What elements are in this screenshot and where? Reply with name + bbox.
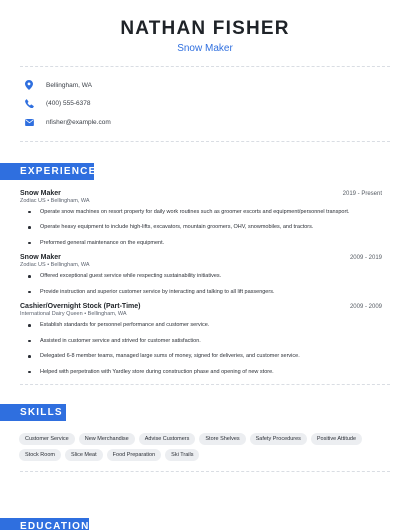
- contact-phone: [22, 95, 410, 114]
- phone-text: (400) 555-6378: [46, 100, 91, 108]
- email-text[interactable]: nfisher@example.com: [46, 118, 111, 126]
- job-entry: [0, 254, 410, 296]
- bullet-item: Assisted in customer service and strived for customer satisfaction.: [28, 338, 382, 345]
- job-entry: [0, 190, 410, 247]
- contact-email: [22, 113, 410, 132]
- job-bullets: [20, 273, 382, 296]
- bullet-item: Operate snow machines on resort property for daily work routines such as groomer escorts and equipment/personnel transport.: [28, 209, 382, 216]
- candidate-title: Snow Maker: [177, 43, 233, 54]
- skill-chip: Ski Trails: [165, 449, 199, 461]
- job-entry: [0, 303, 410, 376]
- skill-chip: New Merchandise: [79, 433, 135, 445]
- skill-chip: Positive Attitude: [311, 433, 362, 445]
- skill-chip: Safety Procedures: [250, 433, 307, 445]
- job-bullets: [20, 209, 382, 247]
- job-title: Snow Maker: [20, 254, 61, 261]
- experience-heading: EXPERIENCE: [0, 163, 94, 180]
- job-dates: 2009 - 2009: [349, 304, 382, 310]
- bullet-item: Delegated 6-8 member teams, managed large sums of money, signed for deliveries, and customer service.: [28, 353, 382, 360]
- skills-section: [0, 402, 410, 461]
- skill-chip: Food Preparation: [107, 449, 162, 461]
- phone-icon: [22, 97, 36, 111]
- job-company: International Dairy Queen • Bellingham, WA: [20, 311, 127, 317]
- job-dates: 2009 - 2019: [349, 255, 382, 261]
- job-company: Zodiac US • Bellingham, WA: [20, 197, 90, 204]
- job-title: Cashier/Overnight Stock (Part-Time): [20, 303, 141, 310]
- skills-heading: SKILLS: [0, 404, 66, 421]
- location-text: Bellingham, WA: [46, 81, 92, 89]
- location-pin-icon: [22, 78, 36, 92]
- bullet-item: Operate heavy equipment to include high-lifts, excavators, mountain groomers, OHV, snowmobiles, and tractors.: [28, 224, 382, 231]
- skill-chip: Store Shelves: [199, 433, 245, 445]
- candidate-name: NATHAN FISHER: [120, 18, 290, 39]
- contact-list: [0, 76, 410, 132]
- experience-divider: [20, 384, 390, 385]
- bullet-item: Offered exceptional guest service while respecting sustainability initiatives.: [28, 273, 382, 280]
- education-heading: EDUCATION: [0, 518, 89, 530]
- contact-divider: [20, 141, 390, 142]
- education-section: [0, 516, 89, 530]
- email-icon: [22, 115, 36, 129]
- skill-chip: Slice Meat: [65, 449, 103, 461]
- bullet-item: Preformed general maintenance on the equipment.: [28, 240, 382, 247]
- skills-list: [0, 433, 410, 461]
- contact-location: [22, 76, 410, 95]
- job-bullets: [20, 322, 382, 376]
- skill-chip: Customer Service: [19, 433, 75, 445]
- skill-chip: Stock Room: [19, 449, 61, 461]
- bullet-item: Establish standards for personnel performance and customer service.: [28, 322, 382, 329]
- resume-header: [0, 0, 410, 55]
- job-dates: 2019 - Present: [342, 190, 382, 197]
- experience-section: [0, 161, 410, 376]
- skills-divider: [20, 471, 390, 472]
- job-title: Snow Maker: [20, 189, 61, 197]
- header-divider: [20, 66, 390, 67]
- job-company: Zodiac US • Bellingham, WA: [20, 262, 90, 268]
- bullet-item: Provide instruction and superior customer service by interacting and talking to all lift passengers.: [28, 289, 382, 296]
- skill-chip: Advise Customers: [139, 433, 196, 445]
- bullet-item: Helped with perpetration with Yardley store during construction phase and opening of new store.: [28, 369, 382, 376]
